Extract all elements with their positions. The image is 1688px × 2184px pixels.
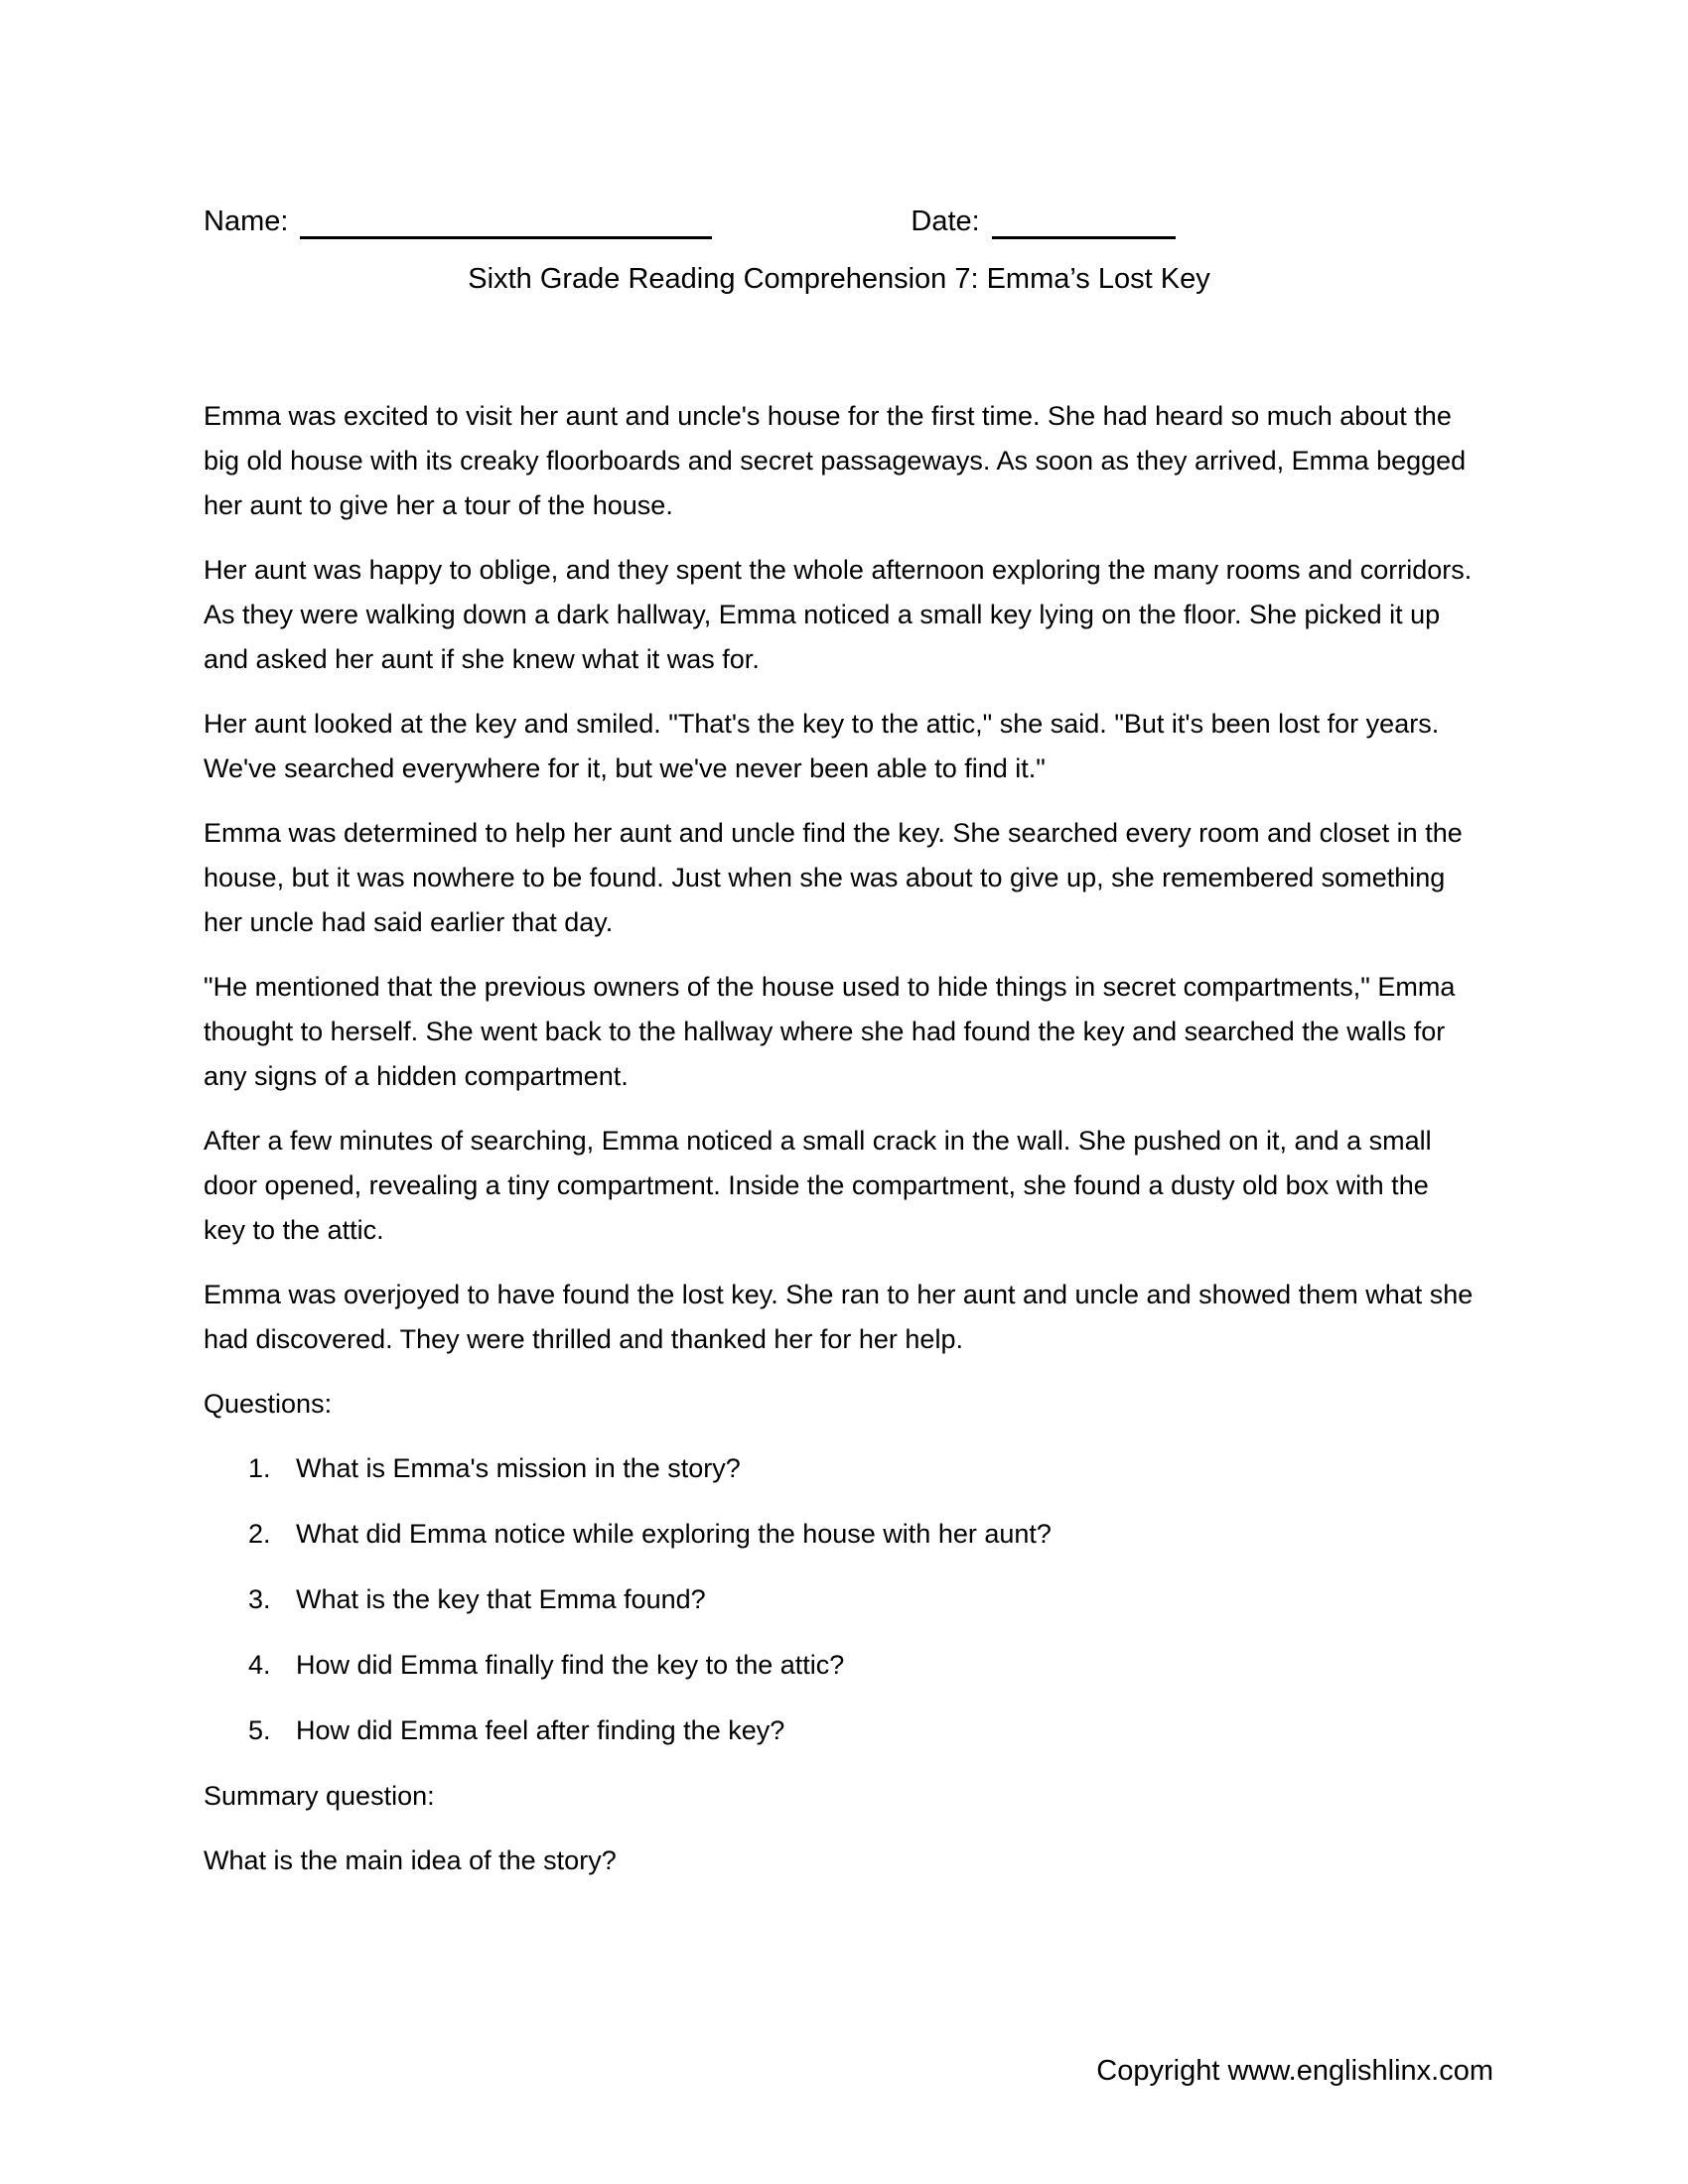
name-blank-line [300, 205, 712, 239]
name-label: Name: [204, 205, 289, 237]
name-field [204, 204, 712, 239]
summary-question-text: What is the main idea of the story? [204, 1845, 617, 1875]
date-blank-line [992, 205, 1176, 239]
story-paragraph-6: After a few minutes of searching, Emma noticed a small crack in the wall. She pushed on it, and a small door opened, revealing a tiny compartment. Inside the compartment, she found a dusty old box with the key to the attic. [204, 1126, 1432, 1245]
question-text: What is the key that Emma found? [296, 1584, 706, 1614]
question-item-3 [204, 1577, 1475, 1622]
story-paragraph-5: "He mentioned that the previous owners of the house used to hide things in secret compartments," Emma thought to herself. She went back to the hallway where she had found the key and searched the walls for any signs of a hidden compartment. [204, 972, 1456, 1091]
copyright-notice: Copyright www.englishlinx.com [1096, 2055, 1493, 2087]
header-row [204, 204, 1475, 239]
question-number: 2. [248, 1519, 271, 1549]
question-text: What did Emma notice while exploring the house with her aunt? [296, 1519, 1052, 1549]
question-item-1 [204, 1446, 1475, 1491]
questions-label: Questions: [204, 1389, 333, 1419]
story-paragraph-3: Her aunt looked at the key and smiled. "That's the key to the attic," she said. "But it's been lost for years. We've searched everywhere for it, but we've never been able to find it." [204, 709, 1440, 783]
question-text: What is Emma's mission in the story? [296, 1453, 741, 1483]
date-label: Date: [911, 205, 980, 237]
question-item-4 [204, 1643, 1475, 1688]
story-paragraph-7: Emma was overjoyed to have found the lost key. She ran to her aunt and uncle and showed them what she had discovered. They were thrilled and thanked her for her help. [204, 1280, 1474, 1354]
question-number: 4. [248, 1650, 271, 1680]
question-text: How did Emma feel after finding the key? [296, 1715, 785, 1745]
story-body [204, 394, 1475, 1362]
question-item-2 [204, 1512, 1475, 1557]
date-field [911, 204, 1175, 239]
question-number: 3. [248, 1584, 271, 1614]
questions-list [204, 1446, 1475, 1753]
question-item-5 [204, 1708, 1475, 1753]
question-number: 1. [248, 1453, 271, 1483]
worksheet-title: Sixth Grade Reading Comprehension 7: Emma’s Lost Key [468, 263, 1210, 295]
question-text: How did Emma finally find the key to the attic? [296, 1650, 845, 1680]
story-paragraph-1: Emma was excited to visit her aunt and uncle's house for the first time. She had heard so much about the big old house with its creaky floorboards and secret passageways. As soon as they arrived, Emma begged her aunt to give her a tour of the house. [204, 401, 1467, 520]
summary-question-label: Summary question: [204, 1781, 435, 1811]
story-paragraph-2: Her aunt was happy to oblige, and they spent the whole afternoon exploring the many rooms and corridors. As they were walking down a dark hallway, Emma noticed a small key lying on the floor. She picked it up and asked her aunt if she knew what it was for. [204, 555, 1473, 674]
question-number: 5. [248, 1715, 271, 1745]
story-paragraph-4: Emma was determined to help her aunt and uncle find the key. She searched every room and closet in the house, but it was nowhere to be found. Just when she was about to give up, she remembered something her uncle had said earlier that day. [204, 818, 1463, 937]
